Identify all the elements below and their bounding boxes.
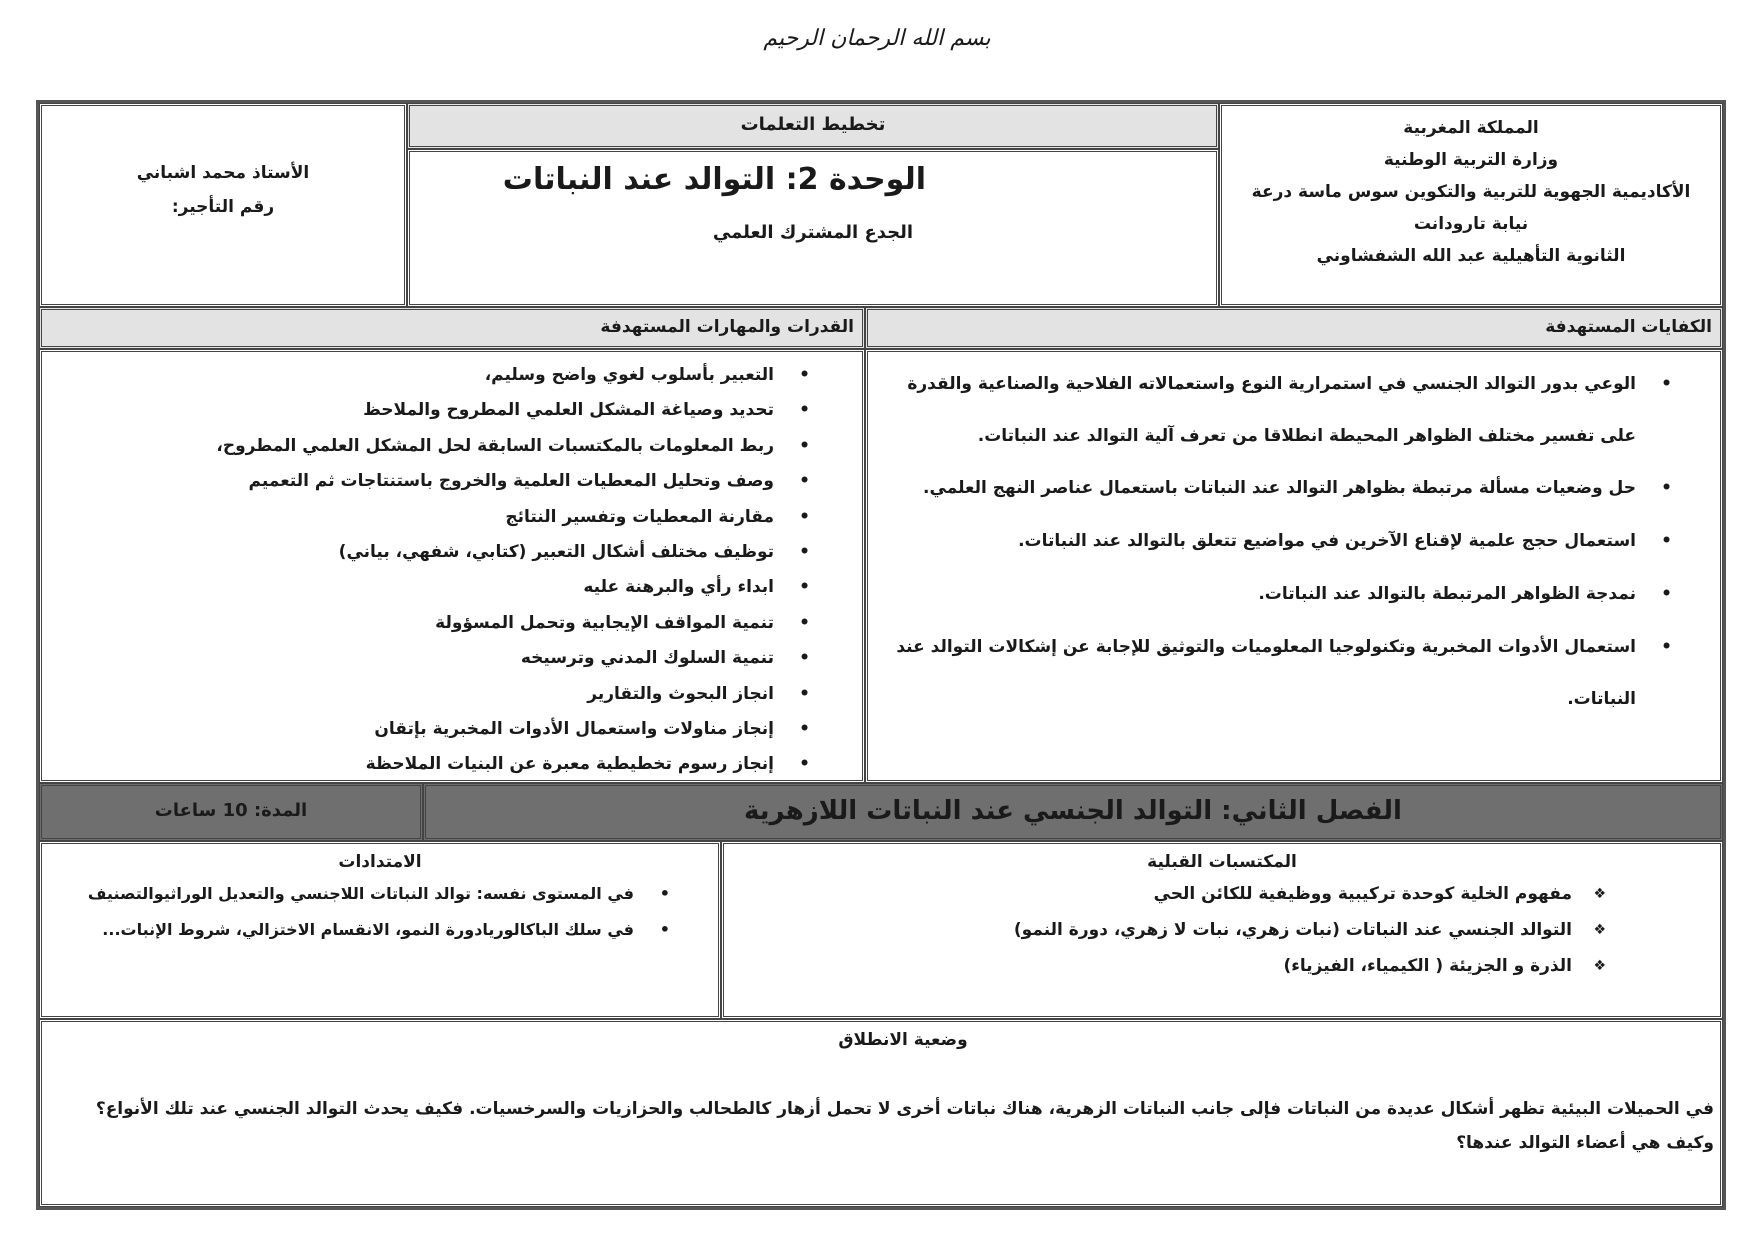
competencies-panel xyxy=(865,349,1723,783)
competency-item: • استعمال حجج علمية لإقناع الآخرين في مواضيع تتعلق بالتوالد عند النباتات. xyxy=(892,515,1636,568)
skill-item: • ابداء رأي والبرهنة عليه xyxy=(52,570,774,605)
skill-item: • إنجاز رسوم تخطيطية معبرة عن البنيات الملاحظة xyxy=(52,747,774,782)
duration: المدة: 10 ساعات xyxy=(154,800,308,821)
competency-item: • نمدجة الظواهر المرتبطة بالتوالد عند النباتات. xyxy=(892,568,1636,621)
prerequisites-heading: المكتسبات القبلية xyxy=(1147,852,1297,872)
level-label: الجدع المشترك العلمي xyxy=(712,222,914,243)
skill-item: • تنمية المواقف الإيجابية وتحمل المسؤولة xyxy=(52,606,774,641)
starting-situation-heading: وضعية الانطلاق xyxy=(838,1030,968,1050)
lesson-plan-sheet xyxy=(36,100,1726,1210)
competency-item: • استعمال الأدوات المخبرية وتكنولوجيا المعلوميات والتوثيق للإجابة عن إشكالات التوالد عند النباتات. xyxy=(892,621,1636,725)
competency-item: • الوعي بدور التوالد الجنسي في استمرارية النوع واستعمالاته الفلاحية والصناعية والقدرة على تفسير مختلف الظواهر المحيطة انطلاقا من تعرف آلية التوالد عند النباتات. xyxy=(892,358,1636,462)
institution-line: المملكة المغربية xyxy=(1403,118,1539,138)
unit-box xyxy=(407,149,1219,307)
prerequisite-item: ❖ الذرة و الجزيئة ( الكيمياء، الفيزياء) xyxy=(724,948,1572,984)
planning-title-box xyxy=(407,103,1219,149)
skill-item: • وصف وتحليل المعطيات العلمية والخروج باستنتاجات ثم التعميم xyxy=(52,464,774,499)
prerequisites-panel xyxy=(721,841,1723,1019)
extensions-panel xyxy=(39,841,721,1019)
skill-item: • تحديد وصياغة المشكل العلمي المطروح والملاحظ xyxy=(52,393,774,428)
planning-title: تخطيط التعلمات xyxy=(740,114,886,135)
skills-heading-box xyxy=(39,307,865,349)
skill-item: • توظيف مختلف أشكال التعبير (كتابي، شفهي، بياني) xyxy=(52,535,774,570)
skill-item: • تنمية السلوك المدني وترسيخه xyxy=(52,641,774,676)
starting-situation-text: في الحميلات البيئية تظهر أشكال عديدة من النباتات فإلى جانب النباتات الزهرية، هناك نباتات أخرى لا تحمل أزهار كالطحالب والحزازيات والسرخسيات. فكيف يحدث التوالد الجنسي عند تلك الأنواع؟ وكيف هي أعضاء التوالد عندها؟ xyxy=(95,1099,1714,1153)
extensions-heading: الامتدادات xyxy=(338,852,422,872)
skill-item: • انجاز البحوث والتقارير xyxy=(52,677,774,712)
prerequisite-item: ❖ مفهوم الخلية كوحدة تركيبية ووظيفية للكائن الحي xyxy=(724,876,1572,912)
institution-line: الأكاديمية الجهوية للتربية والتكوين سوس ماسة درعة xyxy=(1251,182,1691,202)
prerequisite-item: ❖ التوالد الجنسي عند النباتات (نبات زهري، نبات لا زهري، دورة النمو) xyxy=(724,912,1572,948)
extension-item: • في المستوى نفسه: توالد النباتات اللاجنسي والتعديل الوراثيوالتصنيف xyxy=(42,876,634,912)
institution-line: الثانوية التأهيلية عبد الله الشفشاوني xyxy=(1316,246,1626,266)
unit-title: الوحدة 2: التوالد عند النباتات xyxy=(502,162,926,197)
skill-item: • مقارنة المعطيات وتفسير النتائج xyxy=(52,500,774,535)
skills-heading: القدرات والمهارات المستهدفة xyxy=(600,317,854,337)
teacher-block xyxy=(39,103,407,307)
competency-item: • حل وضعيات مسألة مرتبطة بظواهر التوالد عند النباتات باستعمال عناصر النهج العلمي. xyxy=(892,462,1636,515)
skill-item: • إنجاز مناولات واستعمال الأدوات المخبرية بإتقان xyxy=(52,712,774,747)
skill-item: • التعبير بأسلوب لغوي واضح وسليم، xyxy=(52,358,774,393)
starting-situation-panel xyxy=(39,1019,1723,1207)
chapter-title: الفصل الثاني: التوالد الجنسي عند النباتات اللازهرية xyxy=(744,796,1402,826)
skills-panel xyxy=(39,349,865,783)
duration-box xyxy=(39,783,423,841)
institution-block xyxy=(1219,103,1723,307)
chapter-title-box xyxy=(423,783,1723,841)
institution-line: وزارة التربية الوطنية xyxy=(1383,150,1559,170)
competencies-heading: الكفايات المستهدفة xyxy=(1545,317,1712,337)
teacher-name: الأستاذ محمد اشباني xyxy=(136,163,310,183)
extension-item: • في سلك الباكالوريادورة النمو، الانقسام الاختزالي، شروط الإنبات... xyxy=(42,912,634,948)
skill-item: • ربط المعلومات بالمكتسبات السابقة لحل المشكل العلمي المطروح، xyxy=(52,429,774,464)
basmala: بسم الله الرحمان الرحيم xyxy=(763,26,991,51)
hiring-number-label: رقم التأجير: xyxy=(171,197,275,217)
competencies-heading-box xyxy=(865,307,1723,349)
institution-line: نيابة تارودانت xyxy=(1413,214,1529,234)
